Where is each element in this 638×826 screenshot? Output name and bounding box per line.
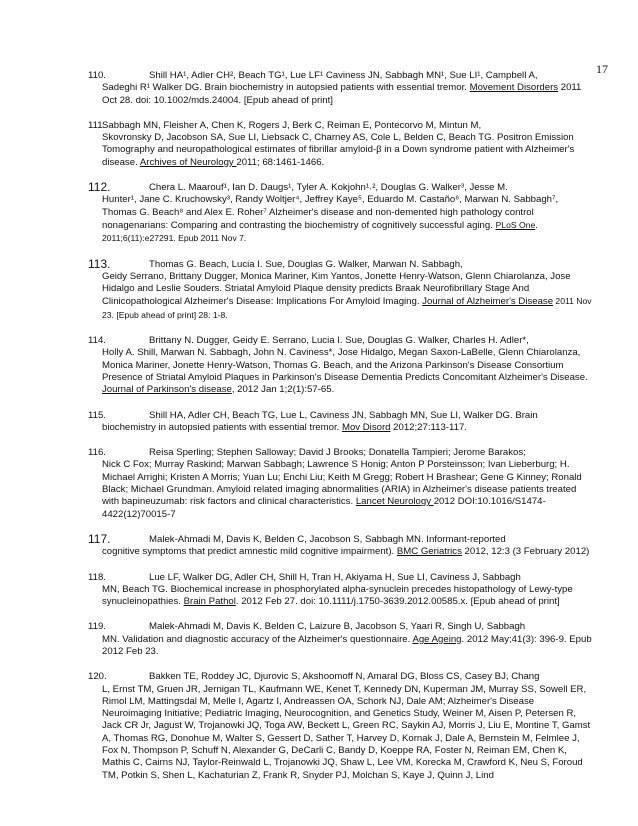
reference-item [88, 70, 593, 107]
reference-item [88, 120, 593, 169]
reference-citation: 2011 Oct 28. doi: 10.1002/mds.24004. [Epub ahead of print] [102, 82, 582, 106]
journal-link[interactable]: Brain Pathol [183, 596, 236, 608]
reference-number: 116. [88, 447, 106, 459]
reference-first-line: Reisa Sperling; Stephen Salloway; David J Brooks; Donatella Tampieri; Jerome Barakos; [149, 447, 526, 459]
reference-first-line: Chera L. Maarouf¹, Ian D. Daugs¹, Tyler A. Kokjohn¹˒², Douglas G. Walker³, Jesse M. [149, 182, 508, 194]
reference-citation: . 2012 May;41(3): 396-9. Epub 2012 Feb 23. [102, 633, 592, 657]
reference-first-line: Sabbagh MN, Fleisher A, Chen K, Rogers J, Berk C, Reiman E, Pontecorvo M, Mintun M, [102, 119, 482, 131]
journal-link[interactable]: Movement Disorders [469, 82, 559, 94]
journal-link[interactable]: PLoS One [495, 219, 536, 230]
journal-link[interactable]: Archives of Neurology [139, 156, 237, 168]
reference-item [88, 572, 593, 609]
reference-list [88, 70, 593, 795]
reference-citation: , 2012 Jan 1;2(1):57-65. [231, 384, 335, 396]
reference-item [88, 335, 593, 396]
reference-body: biochemistry in autopsied patients with essential tremor. [102, 421, 342, 433]
reference-body: Geidy Serrano, Brittany Dugger, Monica Mariner, Kim Yantos, Jonette Henry-Watson, Glenn Chiarolanza, Jose Hidalgo and Leslie Souders. Striatal Amyloid Plaque density predicts Braak Neurofibrillary Stage And Clinicopathological Alzheimer's Disease: Implications For Amyloid Imaging. [102, 270, 571, 308]
reference-number: 115. [88, 409, 106, 421]
reference-item [88, 256, 593, 322]
reference-body: Nick C Fox; Murray Raskind; Marwan Sabbagh; Lawrence S Honig; Anton P Porsteinsson; Ivan Lieberburg; H. Michael Arrighi; Kristen A Morris; Yuan Lu; Enchi Liu; Keith M Gregg; Robert H Brashear; Gene G Kinney; Ronald Black; Michael Grundman. Amyloid related imaging abnormalities (ARIA) in Alzheimer's disease patients treated with bapineuzumab: risk factors and clinical characteristics. [102, 459, 582, 508]
journal-link[interactable]: Journal of Parkinson's disease [102, 384, 232, 396]
reference-citation: 2012 DOI:10.1016/S1474-4422(12)70015-7 [102, 496, 546, 520]
reference-item [88, 621, 593, 658]
reference-number: 111. [88, 119, 106, 131]
reference-first-line: Shill HA¹, Adler CH², Beach TG¹, Lue LF¹ Caviness JN, Sabbagh MN¹, Sue LI¹, Campbell A, [149, 70, 538, 81]
reference-item [88, 447, 593, 521]
reference-number: 117. [88, 531, 111, 546]
journal-link[interactable]: Mov Disord [341, 421, 391, 433]
reference-first-line: Shill HA, Adler CH, Beach TG, Lue L, Caviness JN, Sabbagh MN, Sue LI, Walker DG. Brain [149, 409, 538, 421]
reference-first-line: Bakken TE, Roddey JC, Djurovic S, Akshoomoff N, Amaral DG, Bloss CS, Casey BJ, Chang [149, 671, 540, 683]
journal-link[interactable]: Journal of Alzheimer's Disease [422, 296, 554, 308]
reference-body: MN, Beach TG. Biochemical increase in phosphorylated alpha-synuclein precedes histopathology of Lewy-type synucleinopathies. [102, 583, 573, 608]
reference-citation: 2012;27:113-117. [390, 421, 467, 433]
reference-first-line: Thomas G. Beach, Lucia I. Sue, Douglas G. Walker, Marwan N. Sabbagh, [149, 258, 463, 270]
journal-link[interactable]: Age Ageing [412, 633, 462, 645]
reference-number: 118. [88, 571, 106, 583]
reference-citation: . 2011;6(11):e27291. Epub 2011 Nov 7. [102, 219, 538, 244]
journal-link[interactable]: Lancet Neurology [355, 496, 434, 508]
reference-first-line: Brittany N. Dugger, Geidy E. Serrano, Lucia I. Sue, Douglas G. Walker, Charles H. Adler*, [149, 335, 529, 347]
reference-citation: . 2012 Feb 27. doi: 10.1111/j.1750-3639.2012.00585.x. [Epub ahead of print] [235, 596, 560, 608]
journal-link[interactable]: BMC Geriatrics [396, 546, 462, 558]
reference-first-line: Lue LF, Walker DG, Adler CH, Shill H, Tran H, Akiyama H, Sue LI, Caviness J, Sabbagh [149, 571, 521, 583]
reference-citation: 2011; 68:1461-1466. [236, 156, 325, 168]
reference-body: MN. Validation and diagnostic accuracy of the Alzheimer's questionnaire. [102, 633, 413, 645]
reference-item [88, 410, 593, 435]
reference-number: 120. [88, 671, 107, 683]
reference-body: Sadeghi R¹ Walker DG. Brain biochemistry in autopsied patients with essential tremor. [102, 82, 470, 94]
reference-item [88, 671, 593, 782]
reference-number: 110. [88, 70, 106, 81]
reference-body: Skovronsky D, Jacobson SA, Sue LI, Liebsack C, Charney AS, Cole L, Belden C, Beach TG. Positron Emission Tomography and neuropathological estimates of fibrillar amyloid-β in a Down syndrome patient with Alzheimer's disease. [102, 132, 575, 168]
reference-item [88, 182, 593, 245]
reference-body: cognitive symptoms that predict amnestic mild cognitive impairment). [102, 546, 397, 558]
reference-citation: 2011 Nov 23. [Epub ahead of print] 28: 1-8. [102, 296, 592, 320]
page-number: 17 [596, 62, 608, 76]
reference-body: Hunter¹, Jane C. Kruchowsky³, Randy Woltjer⁴, Jeffrey Kaye⁵, Eduardo M. Castaño⁶, Marwan N. Sabbagh⁷, Thomas G. Beach⁸ and Alex E. Roher⁷ Alzheimer's disease and non-demented high pathology control nonagenarians: Comparing and contrasting the biochemistry of cognitively successful aging. [102, 194, 559, 231]
reference-body: Holly A. Shill, Marwan N. Sabbagh, John N. Caviness*, Jose Hidalgo, Megan Saxon-LaBelle, Glenn Chiarolanza, Monica Mariner, Jonette Henry-Watson, Thomas G. Beach, and the Arizona Parkinson's Disease Consortium Presence of Striatal Amyloid Plaques in Parkinson's Disease Dementia Predicts Concomitant Alzheimer's Disease. [102, 347, 588, 383]
reference-item [88, 531, 593, 559]
reference-body: L, Ernst TM, Gruen JR, Jernigan TL, Kaufmann WE, Kenet T, Kennedy DN, Kuperman JM, Murray SS, Sowell ER, Rimol LM, Mattingsdal M, Melle I, Agartz I, Andreassen OA, Schork NJ, Dale AM; Alzheimer's Disease Neuroimaging Initiative; Pediatric Imaging, Neurocognition, and Genetics Study, Weiner M, Aisen P, Petersen R, Jack CR Jr, Jagust W, Trojanowki JQ, Toga AW, Beckett L, Green RC, Saykin AJ, Morris J, Liu E, Montine T, Gamst A, Thomas RG, Donohue M, Walter S, Gessert D, Sather T, Harvey D, Kornak J, Dale A, Bernstein M, Felmlee J, Fox N, Thompson P, Schuff N, Alexander G, DeCarli C, Bandy D, Koeppe RA, Foster N, Reiman EM, Chen K, Mathis C, Cairns NJ, Taylor-Reinwald L, Trojanowki JQ, Shaw L, Lee VM, Korecka M, Crawford K, Neu S, Foroud TM, Potkin S, Shen L, Kachaturian Z, Frank R, Snyder PJ, Molchan S, Kaye J, Quinn J, Lind [102, 683, 591, 781]
reference-number: 113. [88, 256, 111, 271]
reference-first-line: Malek-Ahmadi M, Davis K, Belden C, Laizure B, Jacobson S, Yaari R, Singh U, Sabbagh [149, 621, 526, 633]
reference-first-line: Malek-Ahmadi M, Davis K, Belden C, Jacobson S, Sabbagh MN. Informant-reported [149, 533, 506, 545]
reference-number: 114. [88, 335, 106, 347]
reference-number: 119. [88, 621, 106, 633]
reference-number: 112. [88, 180, 111, 195]
reference-citation: 2012, 12:3 (3 February 2012) [461, 546, 590, 558]
